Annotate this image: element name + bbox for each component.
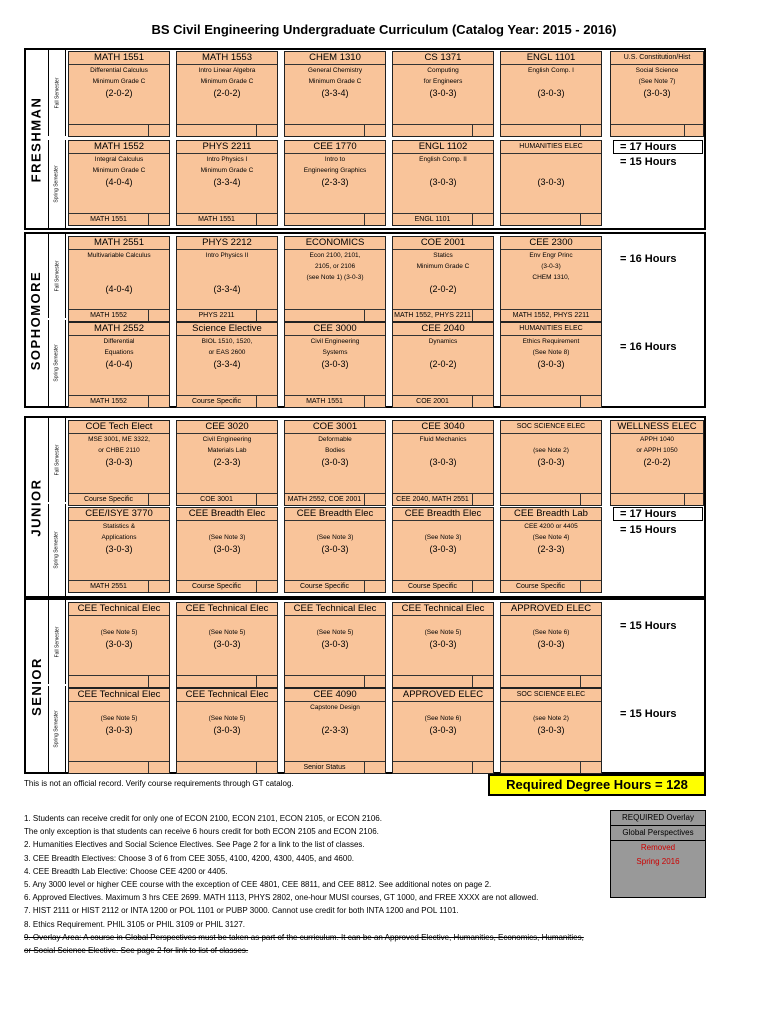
semester-label-spring: Spring Semester: [48, 320, 66, 406]
course-box: CEE 4090 Capstone Design (2-3-3) Senior Status: [284, 688, 386, 774]
course-box: U.S. Constitution/Hist Social Science (See Note 7) (3-0-3): [610, 51, 704, 137]
year-label-junior: JUNIOR: [28, 477, 44, 537]
semester-label-spring: Spring Semester: [48, 686, 66, 772]
course-box: APPROVED ELEC (See Note 6) (3-0-3): [392, 688, 494, 774]
struck-note: 9. Overlay Area: A course in Global Perspectives must be taken as part of the curriculum. It can be an Approved Elective, Humanities, Economics, Humanities,: [24, 932, 584, 942]
legend-date: Spring 2016: [636, 857, 680, 866]
course-box: APPROVED ELEC (See Note 6) (3-0-3): [500, 602, 602, 688]
legend-title: REQUIRED Overlay: [611, 811, 705, 826]
course-box: CEE 1770 Intro to Engineering Graphics (2-3-3): [284, 140, 386, 226]
course-box: MATH 1553 Intro Linear Algebra Minimum Grade C (2-0-2): [176, 51, 278, 137]
course-box: COE 2001 Statics Minimum Grade C (2-0-2) MATH 1552, PHYS 2211: [392, 236, 494, 322]
course-box: HUMANITIES ELEC (3-0-3): [500, 140, 602, 226]
course-box: MATH 1551 Differential Calculus Minimum Grade C (2-0-2): [68, 51, 170, 137]
course-box: CEE Breadth Elec (See Note 3) (3-0-3) Course Specific: [392, 507, 494, 593]
semester-label-fall: Fall Semester: [48, 600, 66, 684]
course-box: PHYS 2211 Intro Physics I Minimum Grade C (3-3-4) MATH 1551: [176, 140, 278, 226]
semester-label-fall: Fall Semester: [48, 418, 66, 502]
course-box: CEE 3000 Civil Engineering Systems (3-0-3) MATH 1551: [284, 322, 386, 408]
course-box: CEE Technical Elec (See Note 5) (3-0-3): [68, 688, 170, 774]
spring-hours: = 15 Hours: [620, 156, 677, 168]
course-box: COE Tech Elect MSE 3001, ME 3322, or CHBE 2110 (3-0-3) Course Specific: [68, 420, 170, 506]
note: 5. Any 3000 level or higher CEE course with the exception of CEE 4801, CEE 8811, and CEE 8812. See additional notes on page 2.: [24, 879, 492, 889]
struck-note: or Social Science Elective. See page 2 for link to list of classes.: [24, 945, 249, 955]
course-box: ENGL 1102 English Comp. II (3-0-3) ENGL 1101: [392, 140, 494, 226]
note: 2. Humanities Electives and Social Science Electives. See Page 2 for a link to the list of classes.: [24, 840, 365, 850]
course-box: CEE Technical Elec (See Note 5) (3-0-3): [176, 688, 278, 774]
semester-label-fall: Fall Semester: [48, 50, 66, 136]
fall-hours: = 15 Hours: [620, 620, 677, 632]
course-box: MATH 1552 Integral Calculus Minimum Grade C (4-0-4) MATH 1551: [68, 140, 170, 226]
course-box: SOC SCIENCE ELEC (see Note 2) (3-0-3): [500, 688, 602, 774]
note: 6. Approved Electives. Maximum 3 hrs CEE 2699. MATH 1113, PHYS 2802, one-hour MUSI courses, GT 1000, and FREE XXXX are not allowed.: [24, 893, 539, 903]
notes-list: [24, 812, 644, 957]
overlay-legend: [610, 810, 706, 898]
note: 3. CEE Breadth Electives: Choose 3 of 6 from CEE 3055, 4100, 4200, 4300, 4405, and 4600.: [24, 853, 354, 863]
year-label-sophomore: SOPHOMORE: [28, 270, 44, 370]
course-box: HUMANITIES ELEC Ethics Requirement (See Note 8) (3-0-3): [500, 322, 602, 408]
course-box: CEE 2300 Env Engr Princ (3-0-3) CHEM 1310, MATH 1552, PHYS 2211: [500, 236, 602, 322]
course-box: Science Elective BIOL 1510, 1520, or EAS 2600 (3-3-4) Course Specific: [176, 322, 278, 408]
semester-label-spring: Spring Semester: [48, 140, 66, 228]
fall-hours: = 17 Hours: [620, 508, 677, 520]
course-box: CEE Technical Elec (See Note 5) (3-0-3): [284, 602, 386, 688]
course-box: CEE Technical Elec (See Note 5) (3-0-3): [392, 602, 494, 688]
fall-hours: = 17 Hours: [620, 141, 677, 153]
note: 7. HIST 2111 or HIST 2112 or INTA 1200 or POL 1101 or PUBP 3000. Cannot use credit for both INTA 1200 and POL 1101.: [24, 906, 459, 916]
course-box: MATH 2551 Multivariable Calculus (4-0-4) MATH 1552: [68, 236, 170, 322]
spring-hours: = 16 Hours: [620, 341, 677, 353]
required-degree-hours: Required Degree Hours = 128: [488, 774, 706, 796]
semester-label-spring: Spring Semester: [48, 504, 66, 596]
spring-hours: = 15 Hours: [620, 708, 677, 720]
page-title: BS Civil Engineering Undergraduate Curriculum (Catalog Year: 2015 - 2016): [151, 22, 617, 37]
legend-removed: Removed: [640, 843, 676, 852]
course-box: CEE Technical Elec (See Note 5) (3-0-3): [68, 602, 170, 688]
course-box: WELLNESS ELEC APPH 1040 or APPH 1050 (2-0-2): [610, 420, 704, 506]
course-box: CEE Breadth Lab CEE 4200 or 4405 (See Note 4) (2-3-3) Course Specific: [500, 507, 602, 593]
year-label-senior: SENIOR: [28, 656, 44, 716]
course-box: PHYS 2212 Intro Physics II (3-3-4) PHYS 2211: [176, 236, 278, 322]
course-box: MATH 2552 Differential Equations (4-0-4) MATH 1552: [68, 322, 170, 408]
course-box: SOC SCIENCE ELEC (see Note 2) (3-0-3): [500, 420, 602, 506]
course-box: CHEM 1310 General Chemistry Minimum Grade C (3-3-4): [284, 51, 386, 137]
semester-label-fall: Fall Semester: [48, 234, 66, 318]
course-box: CEE 2040 Dynamics (2-0-2) COE 2001: [392, 322, 494, 408]
course-box: COE 3001 Deformable Bodies (3-0-3) MATH 2552, COE 2001: [284, 420, 386, 506]
spring-hours: = 15 Hours: [620, 524, 677, 536]
note: 4. CEE Breadth Lab Elective: Choose CEE 4200 or 4405.: [24, 866, 228, 876]
course-box: CEE 3020 Civil Engineering Materials Lab (2-3-3) COE 3001: [176, 420, 278, 506]
course-box: CS 1371 Computing for Engineers (3-0-3): [392, 51, 494, 137]
course-box: CEE/ISYE 3770 Statistics & Applications (3-0-3) MATH 2551: [68, 507, 170, 593]
course-box: CEE Breadth Elec (See Note 3) (3-0-3) Course Specific: [284, 507, 386, 593]
note: 1. Students can receive credit for only one of ECON 2100, ECON 2101, ECON 2105, or ECON 2106.: [24, 814, 382, 823]
course-box: CEE Technical Elec (See Note 5) (3-0-3): [176, 602, 278, 688]
disclaimer: This is not an official record. Verify course requirements through GT catalog.: [24, 779, 294, 788]
course-box: ENGL 1101 English Comp. I (3-0-3): [500, 51, 602, 137]
course-box: CEE 3040 Fluid Mechanics (3-0-3) CEE 2040, MATH 2551: [392, 420, 494, 506]
fall-hours: = 16 Hours: [620, 253, 677, 265]
course-box: ECONOMICS Econ 2100, 2101, 2105, or 2106 (see Note 1) (3-0-3): [284, 236, 386, 322]
note: The only exception is that students can receive 6 hours credit for both ECON 2105 and ECON 2106.: [24, 827, 379, 837]
legend-label: Global Perspectives: [611, 826, 705, 841]
year-label-freshman: FRESHMAN: [28, 96, 44, 182]
course-box: CEE Breadth Elec (See Note 3) (3-0-3) Course Specific: [176, 507, 278, 593]
note: 8. Ethics Requirement. PHIL 3105 or PHIL 3109 or PHIL 3127.: [24, 919, 246, 929]
